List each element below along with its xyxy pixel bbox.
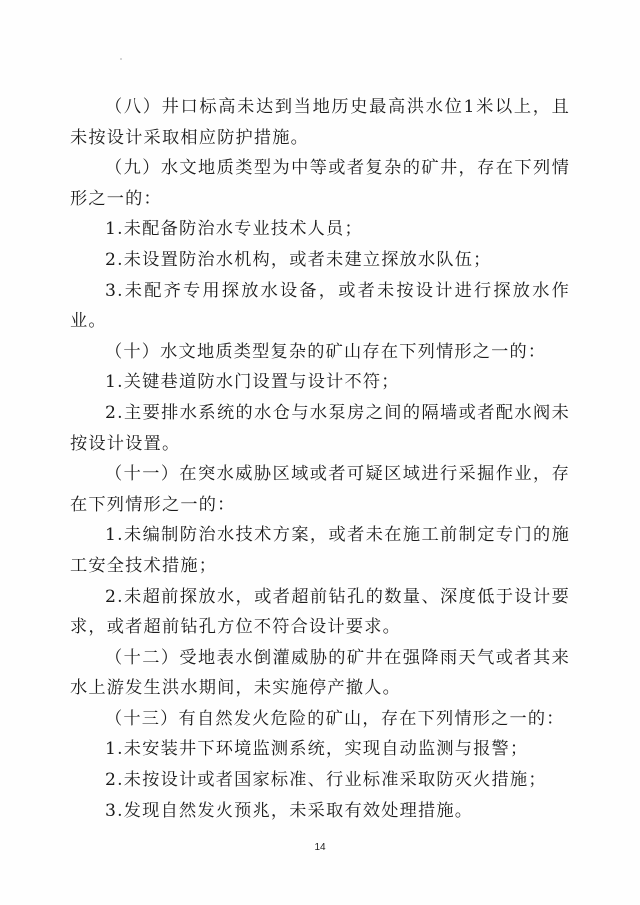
page-number: 14 <box>314 842 326 853</box>
paragraph-item-12: （十二）受地表水倒灌威胁的矿井在强降雨天气或者其来水上游发生洪水期间，未实施停产撤人。 <box>70 647 570 699</box>
paragraph-item-13-2: 2.未按设计或者国家标准、行业标准采取防灭火措施； <box>105 770 547 791</box>
paragraph-item-11-2: 2.未超前探放水，或者超前钻孔的数量、深度低于设计要求，或者超前钻孔方位不符合设计要求。 <box>70 586 570 638</box>
paragraph-item-9-1: 1.未配备防治水专业技术人员； <box>105 219 363 240</box>
paragraph-item-13: （十三）有自然发火危险的矿山，存在下列情形之一的： <box>105 708 565 729</box>
paragraph-item-8: （八）井口标高未达到当地历史最高洪水位1米以上，且未按设计采取相应防护措施。 <box>70 97 570 148</box>
paragraph-item-9-3: 3.未配齐专用探放水设备，或者未按设计进行探放水作业。 <box>70 280 570 332</box>
paragraph-item-10-2: 2.主要排水系统的水仓与水泵房之间的隔墙或者配水阀未按设计设置。 <box>70 402 570 454</box>
document-body <box>70 92 570 826</box>
paragraph-item-10: （十）水文地质类型复杂的矿山存在下列情形之一的： <box>105 341 547 362</box>
paragraph-item-9: （九）水文地质类型为中等或者复杂的矿井，存在下列情形之一的： <box>70 158 570 209</box>
paragraph-item-11: （十一）在突水威胁区域或者可疑区域进行采掘作业，存在下列情形之一的： <box>70 464 570 515</box>
paragraph-item-11-1: 1.未编制防治水技术方案，或者未在施工前制定专门的施工安全技术措施； <box>70 525 570 576</box>
paragraph-item-13-1: 1.未安装井下环境监测系统，实现自动监测与报警； <box>105 739 529 760</box>
paragraph-item-9-2: 2.未设置防治水机构，或者未建立探放水队伍； <box>105 249 492 270</box>
scan-speck <box>120 58 122 60</box>
paragraph-item-13-3: 3.发现自然发火预兆，未采取有效处理措施。 <box>105 800 474 821</box>
paragraph-item-10-1: 1.关键巷道防水门设置与设计不符； <box>105 372 400 393</box>
